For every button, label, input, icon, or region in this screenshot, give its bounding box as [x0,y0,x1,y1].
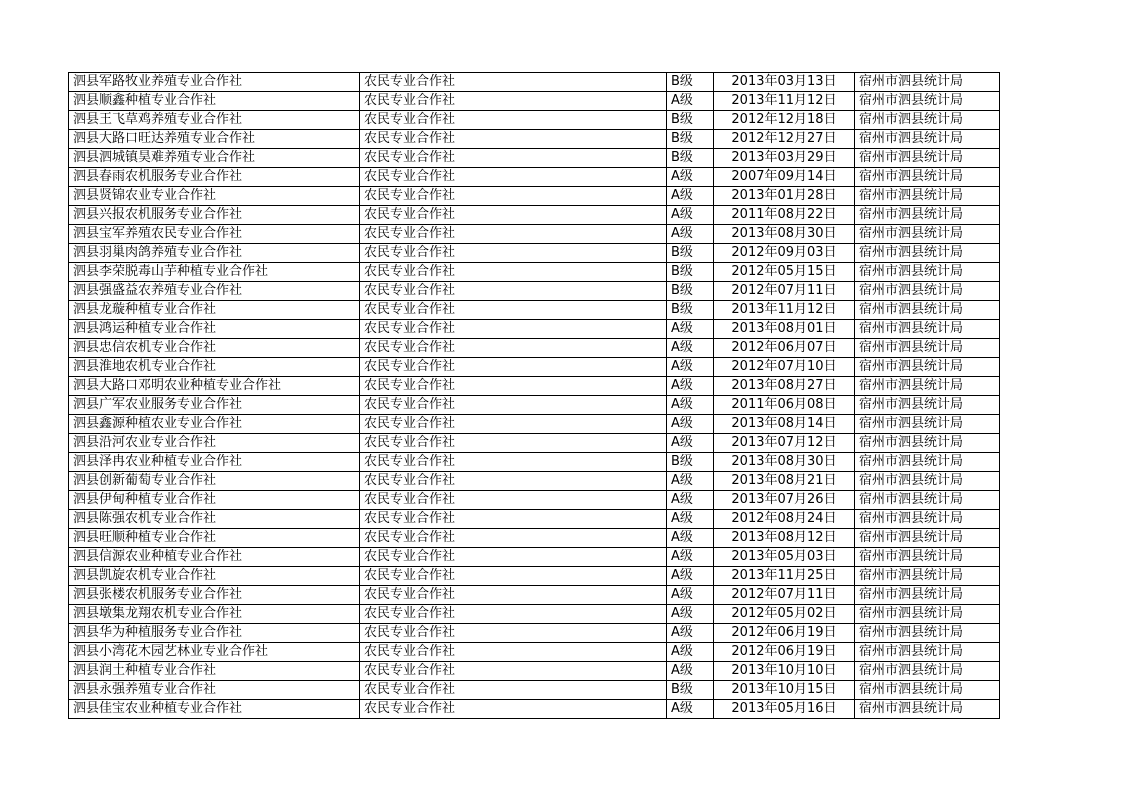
table-row [69,225,1000,244]
registering-unit-cell: 宿州市泗县统计局 [855,396,1000,415]
cooperative-name-cell: 泗县凯旋农机专业合作社 [69,567,360,586]
cooperative-name-cell: 泗县佳宝农业种植专业合作社 [69,700,360,719]
registering-unit-cell: 宿州市泗县统计局 [855,187,1000,206]
grade-cell: A级 [667,510,714,529]
table-row [69,700,1000,719]
organization-type-cell: 农民专业合作社 [360,434,667,453]
cooperative-name-cell: 泗县鸿运种植专业合作社 [69,320,360,339]
table-row [69,529,1000,548]
registering-unit-cell: 宿州市泗县统计局 [855,168,1000,187]
organization-type-cell: 农民专业合作社 [360,529,667,548]
cooperative-name-cell: 泗县贤锦农业专业合作社 [69,187,360,206]
date-cell: 2013年08月01日 [714,320,855,339]
cooperative-name-cell: 泗县泽冉农业种植专业合作社 [69,453,360,472]
registering-unit-cell: 宿州市泗县统计局 [855,263,1000,282]
table-row [69,206,1000,225]
registering-unit-cell: 宿州市泗县统计局 [855,434,1000,453]
registering-unit-cell: 宿州市泗县统计局 [855,339,1000,358]
grade-cell: B级 [667,244,714,263]
organization-type-cell: 农民专业合作社 [360,111,667,130]
cooperative-name-cell: 泗县宝军养殖农民专业合作社 [69,225,360,244]
table-row [69,681,1000,700]
grade-cell: A级 [667,358,714,377]
date-cell: 2013年01月28日 [714,187,855,206]
organization-type-cell: 农民专业合作社 [360,92,667,111]
cooperative-name-cell: 泗县沿河农业专业合作社 [69,434,360,453]
cooperative-name-cell: 泗县陈强农机专业合作社 [69,510,360,529]
date-cell: 2007年09月14日 [714,168,855,187]
grade-cell: A级 [667,320,714,339]
organization-type-cell: 农民专业合作社 [360,586,667,605]
date-cell: 2011年08月22日 [714,206,855,225]
registering-unit-cell: 宿州市泗县统计局 [855,624,1000,643]
table-row [69,662,1000,681]
table-row [69,301,1000,320]
table-row [69,510,1000,529]
date-cell: 2012年08月24日 [714,510,855,529]
grade-cell: B级 [667,111,714,130]
grade-cell: A级 [667,92,714,111]
cooperative-name-cell: 泗县张楼农机服务专业合作社 [69,586,360,605]
organization-type-cell: 农民专业合作社 [360,681,667,700]
date-cell: 2012年07月10日 [714,358,855,377]
date-cell: 2012年06月19日 [714,643,855,662]
grade-cell: A级 [667,339,714,358]
organization-type-cell: 农民专业合作社 [360,662,667,681]
date-cell: 2013年08月27日 [714,377,855,396]
date-cell: 2011年06月08日 [714,396,855,415]
date-cell: 2012年06月19日 [714,624,855,643]
grade-cell: A级 [667,643,714,662]
date-cell: 2012年05月15日 [714,263,855,282]
organization-type-cell: 农民专业合作社 [360,700,667,719]
registering-unit-cell: 宿州市泗县统计局 [855,529,1000,548]
date-cell: 2013年11月12日 [714,301,855,320]
grade-cell: B级 [667,301,714,320]
cooperative-name-cell: 泗县顺鑫种植专业合作社 [69,92,360,111]
cooperative-name-cell: 泗县泗城镇昊难养殖专业合作社 [69,149,360,168]
registering-unit-cell: 宿州市泗县统计局 [855,510,1000,529]
organization-type-cell: 农民专业合作社 [360,225,667,244]
grade-cell: A级 [667,434,714,453]
date-cell: 2012年12月18日 [714,111,855,130]
grade-cell: A级 [667,567,714,586]
registering-unit-cell: 宿州市泗县统计局 [855,491,1000,510]
organization-type-cell: 农民专业合作社 [360,472,667,491]
cooperative-name-cell: 泗县广军农业服务专业合作社 [69,396,360,415]
cooperative-name-cell: 泗县小湾花木园艺林业专业合作社 [69,643,360,662]
grade-cell: A级 [667,491,714,510]
table-row [69,548,1000,567]
organization-type-cell: 农民专业合作社 [360,206,667,225]
table-row [69,187,1000,206]
table-row [69,339,1000,358]
cooperative-name-cell: 泗县王飞草鸡养殖专业合作社 [69,111,360,130]
date-cell: 2013年08月21日 [714,472,855,491]
cooperative-name-cell: 泗县春雨农机服务专业合作社 [69,168,360,187]
cooperative-name-cell: 泗县华为种植服务专业合作社 [69,624,360,643]
cooperative-name-cell: 泗县创新葡萄专业合作社 [69,472,360,491]
grade-cell: A级 [667,662,714,681]
cooperative-name-cell: 泗县军路牧业养殖专业合作社 [69,73,360,92]
organization-type-cell: 农民专业合作社 [360,73,667,92]
grade-cell: A级 [667,548,714,567]
date-cell: 2012年07月11日 [714,282,855,301]
table-row [69,567,1000,586]
cooperative-name-cell: 泗县旺顺种植专业合作社 [69,529,360,548]
date-cell: 2012年07月11日 [714,586,855,605]
registering-unit-cell: 宿州市泗县统计局 [855,643,1000,662]
registering-unit-cell: 宿州市泗县统计局 [855,662,1000,681]
registering-unit-cell: 宿州市泗县统计局 [855,681,1000,700]
registering-unit-cell: 宿州市泗县统计局 [855,700,1000,719]
date-cell: 2013年11月12日 [714,92,855,111]
table-row [69,244,1000,263]
registering-unit-cell: 宿州市泗县统计局 [855,301,1000,320]
table-row [69,111,1000,130]
organization-type-cell: 农民专业合作社 [360,320,667,339]
organization-type-cell: 农民专业合作社 [360,377,667,396]
grade-cell: B级 [667,282,714,301]
organization-type-cell: 农民专业合作社 [360,624,667,643]
registering-unit-cell: 宿州市泗县统计局 [855,415,1000,434]
cooperative-name-cell: 泗县强盛益农养殖专业合作社 [69,282,360,301]
date-cell: 2013年03月13日 [714,73,855,92]
organization-type-cell: 农民专业合作社 [360,643,667,662]
grade-cell: A级 [667,529,714,548]
cooperative-name-cell: 泗县羽巢肉鸽养殖专业合作社 [69,244,360,263]
registering-unit-cell: 宿州市泗县统计局 [855,206,1000,225]
registering-unit-cell: 宿州市泗县统计局 [855,130,1000,149]
cooperative-name-cell: 泗县李荣脱毒山芋种植专业合作社 [69,263,360,282]
table-row [69,434,1000,453]
registering-unit-cell: 宿州市泗县统计局 [855,111,1000,130]
registering-unit-cell: 宿州市泗县统计局 [855,586,1000,605]
grade-cell: A级 [667,187,714,206]
organization-type-cell: 农民专业合作社 [360,510,667,529]
cooperative-name-cell: 泗县润土种植专业合作社 [69,662,360,681]
cooperative-name-cell: 泗县伊甸种植专业合作社 [69,491,360,510]
organization-type-cell: 农民专业合作社 [360,339,667,358]
organization-type-cell: 农民专业合作社 [360,396,667,415]
table-row [69,73,1000,92]
grade-cell: A级 [667,168,714,187]
date-cell: 2013年08月30日 [714,225,855,244]
organization-type-cell: 农民专业合作社 [360,187,667,206]
date-cell: 2013年11月25日 [714,567,855,586]
grade-cell: B级 [667,73,714,92]
registering-unit-cell: 宿州市泗县统计局 [855,453,1000,472]
grade-cell: A级 [667,605,714,624]
table-row [69,282,1000,301]
cooperative-name-cell: 泗县兴报农机服务专业合作社 [69,206,360,225]
organization-type-cell: 农民专业合作社 [360,282,667,301]
cooperative-name-cell: 泗县墩集龙翔农机专业合作社 [69,605,360,624]
date-cell: 2013年08月14日 [714,415,855,434]
registering-unit-cell: 宿州市泗县统计局 [855,377,1000,396]
grade-cell: A级 [667,415,714,434]
table-row [69,586,1000,605]
registering-unit-cell: 宿州市泗县统计局 [855,358,1000,377]
cooperative-table [68,72,1000,719]
organization-type-cell: 农民专业合作社 [360,263,667,282]
organization-type-cell: 农民专业合作社 [360,548,667,567]
grade-cell: A级 [667,206,714,225]
grade-cell: B级 [667,149,714,168]
organization-type-cell: 农民专业合作社 [360,358,667,377]
grade-cell: B级 [667,453,714,472]
registering-unit-cell: 宿州市泗县统计局 [855,605,1000,624]
cooperative-name-cell: 泗县永强养殖专业合作社 [69,681,360,700]
organization-type-cell: 农民专业合作社 [360,491,667,510]
table-row [69,491,1000,510]
registering-unit-cell: 宿州市泗县统计局 [855,567,1000,586]
table-body [69,73,1000,719]
date-cell: 2013年08月30日 [714,453,855,472]
date-cell: 2013年10月15日 [714,681,855,700]
cooperative-name-cell: 泗县忠信农机专业合作社 [69,339,360,358]
cooperative-name-cell: 泗县大路口旺达养殖专业合作社 [69,130,360,149]
grade-cell: B级 [667,130,714,149]
registering-unit-cell: 宿州市泗县统计局 [855,320,1000,339]
table-row [69,168,1000,187]
grade-cell: B级 [667,263,714,282]
date-cell: 2013年07月12日 [714,434,855,453]
registering-unit-cell: 宿州市泗县统计局 [855,548,1000,567]
table-row [69,263,1000,282]
date-cell: 2013年07月26日 [714,491,855,510]
date-cell: 2013年05月03日 [714,548,855,567]
date-cell: 2012年06月07日 [714,339,855,358]
organization-type-cell: 农民专业合作社 [360,301,667,320]
table-row [69,149,1000,168]
registering-unit-cell: 宿州市泗县统计局 [855,73,1000,92]
organization-type-cell: 农民专业合作社 [360,130,667,149]
grade-cell: A级 [667,396,714,415]
grade-cell: A级 [667,624,714,643]
registering-unit-cell: 宿州市泗县统计局 [855,282,1000,301]
cooperative-name-cell: 泗县龙璇种植专业合作社 [69,301,360,320]
registering-unit-cell: 宿州市泗县统计局 [855,244,1000,263]
date-cell: 2012年05月02日 [714,605,855,624]
organization-type-cell: 农民专业合作社 [360,149,667,168]
organization-type-cell: 农民专业合作社 [360,605,667,624]
table-row [69,92,1000,111]
date-cell: 2013年08月12日 [714,529,855,548]
table-row [69,320,1000,339]
grade-cell: A级 [667,472,714,491]
table-row [69,643,1000,662]
table-row [69,472,1000,491]
cooperative-name-cell: 泗县淮地农机专业合作社 [69,358,360,377]
grade-cell: B级 [667,681,714,700]
table-row [69,605,1000,624]
grade-cell: A级 [667,377,714,396]
organization-type-cell: 农民专业合作社 [360,415,667,434]
registering-unit-cell: 宿州市泗县统计局 [855,149,1000,168]
date-cell: 2013年03月29日 [714,149,855,168]
organization-type-cell: 农民专业合作社 [360,244,667,263]
cooperative-name-cell: 泗县信源农业种植专业合作社 [69,548,360,567]
date-cell: 2013年10月10日 [714,662,855,681]
table-row [69,377,1000,396]
table-row [69,396,1000,415]
organization-type-cell: 农民专业合作社 [360,567,667,586]
cooperative-name-cell: 泗县大路口邓明农业种植专业合作社 [69,377,360,396]
date-cell: 2012年09月03日 [714,244,855,263]
date-cell: 2012年12月27日 [714,130,855,149]
table-row [69,130,1000,149]
registering-unit-cell: 宿州市泗县统计局 [855,92,1000,111]
table-row [69,453,1000,472]
table-row [69,358,1000,377]
registering-unit-cell: 宿州市泗县统计局 [855,225,1000,244]
cooperative-name-cell: 泗县鑫源种植农业专业合作社 [69,415,360,434]
organization-type-cell: 农民专业合作社 [360,168,667,187]
grade-cell: A级 [667,225,714,244]
table-row [69,415,1000,434]
grade-cell: A级 [667,700,714,719]
table-row [69,624,1000,643]
date-cell: 2013年05月16日 [714,700,855,719]
registering-unit-cell: 宿州市泗县统计局 [855,472,1000,491]
organization-type-cell: 农民专业合作社 [360,453,667,472]
grade-cell: A级 [667,586,714,605]
